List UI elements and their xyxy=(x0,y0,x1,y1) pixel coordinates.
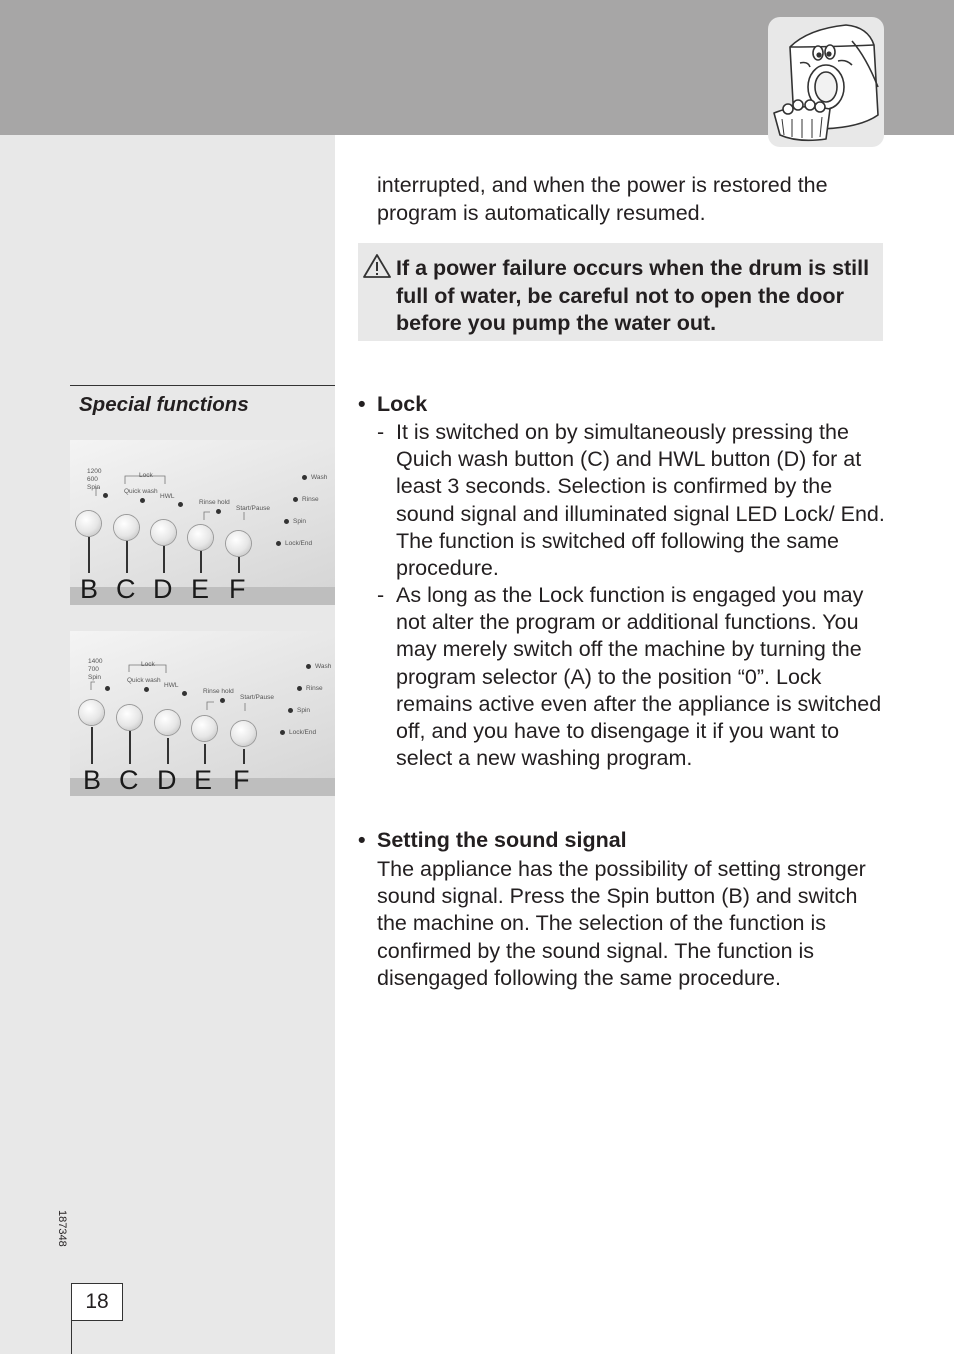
callout-line-b xyxy=(91,727,93,764)
letter-d: D xyxy=(157,765,177,795)
lock-item-2-text: As long as the Lock function is engaged you may not alter the program or additional functions. You may merely switch off the machine by turning the program selector (A) to the position “0”. Lock remains active even after the appliance is switched off, and you have to disengage it if you want to select a new washing program. xyxy=(396,583,882,771)
spin-button xyxy=(79,700,104,725)
lock-item-2-dash: - xyxy=(377,583,385,607)
letter-c: C xyxy=(119,765,139,795)
callout-line-e xyxy=(200,551,202,573)
spin-led xyxy=(105,686,110,691)
hwl-label: HWL xyxy=(160,493,175,500)
callout-line-c xyxy=(129,731,131,764)
warning-triangle-icon xyxy=(362,253,392,279)
start-pause-label: Start/Pause xyxy=(240,694,274,701)
control-panel-illustration-1 xyxy=(70,440,335,605)
lock-item-2 xyxy=(377,582,887,772)
hwl-button xyxy=(151,520,176,545)
lock-heading xyxy=(358,391,427,419)
indicator-lock-end: Lock/End xyxy=(276,540,312,547)
indicator-spin: Spin xyxy=(288,707,310,714)
lock-label: Lock xyxy=(139,472,153,479)
sound-paragraph: The appliance has the possibility of setting stronger sound signal. Press the Spin button (B) and switch the machine on. The selection of the function is confirmed by the sound signal. The function is disengaged following the same procedure. xyxy=(377,857,866,990)
lock-item-1 xyxy=(377,419,887,582)
control-panel-illustration-2 xyxy=(70,631,335,796)
quick-wash-label: Quick wash xyxy=(124,488,158,495)
document-code: 187348 xyxy=(56,1210,68,1247)
rinse-hold-label: Rinse hold xyxy=(199,499,230,506)
spin-value-mid: 700 xyxy=(88,666,99,673)
rinse-hold-led xyxy=(220,698,225,703)
hwl-led xyxy=(182,691,187,696)
callout-line-b xyxy=(88,537,90,573)
indicator-rinse: Rinse xyxy=(297,685,323,692)
lock-heading-text: Lock xyxy=(377,392,428,416)
sound-heading xyxy=(358,827,627,855)
washing-machine-mascot-icon xyxy=(768,17,884,147)
warning-box xyxy=(358,243,883,341)
hwl-led xyxy=(178,502,183,507)
section-divider xyxy=(70,385,335,386)
quick-wash-button xyxy=(114,515,139,540)
quick-wash-button xyxy=(117,705,142,730)
spin-value-max: 1400 xyxy=(88,658,103,665)
lock-bullet: • xyxy=(358,392,366,416)
rinse-hold-button xyxy=(192,716,217,741)
spin-led xyxy=(103,493,108,498)
callout-line-d xyxy=(167,738,169,764)
start-pause-label: Start/Pause xyxy=(236,505,270,512)
letter-e: E xyxy=(191,574,210,604)
indicator-wash: Wash xyxy=(306,663,331,670)
hwl-button xyxy=(155,710,180,735)
callout-line-c xyxy=(126,541,128,573)
intro-paragraph: interrupted, and when the power is restored the program is automatically resumed. xyxy=(377,173,828,225)
sound-heading-text: Setting the sound signal xyxy=(377,828,627,852)
indicator-rinse: Rinse xyxy=(293,496,319,503)
quick-wash-led xyxy=(140,498,145,503)
indicator-lock-end: Lock/End xyxy=(280,729,316,736)
callout-line-f xyxy=(243,749,245,764)
warning-text: If a power failure occurs when the drum is still full of water, be careful not to open the door before you pump the water out. xyxy=(396,256,870,335)
rinse-hold-label: Rinse hold xyxy=(203,688,234,695)
page-number: 18 xyxy=(71,1283,123,1321)
letter-f: F xyxy=(233,765,250,795)
callout-line-e xyxy=(204,744,206,764)
sound-bullet: • xyxy=(358,828,366,852)
lock-item-1-text: It is switched on by simultaneously pressing the Quich wash button (C) and HWL button (D) for at least 3 seconds. Selection is confirmed by the sound signal and illuminated signal LED Lock/ End. The function is switched off following the same procedure. xyxy=(396,420,885,581)
spin-value-mid: 600 xyxy=(87,476,98,483)
letter-b: B xyxy=(80,574,99,604)
hwl-label: HWL xyxy=(164,682,179,689)
indicator-spin: Spin xyxy=(284,518,306,525)
callout-line-f xyxy=(238,557,240,573)
rinse-hold-button xyxy=(188,525,213,550)
lock-label: Lock xyxy=(141,661,155,668)
page-number-rule xyxy=(71,1320,72,1354)
letter-e: E xyxy=(194,765,213,795)
start-pause-button xyxy=(231,721,256,746)
spin-label: Spin xyxy=(87,484,101,491)
letter-c: C xyxy=(116,574,136,604)
spin-button xyxy=(76,511,101,536)
spin-label: Spin xyxy=(88,674,102,681)
letter-b: B xyxy=(83,765,102,795)
callout-line-d xyxy=(163,546,165,573)
section-title: Special functions xyxy=(79,393,249,416)
quick-wash-led xyxy=(144,687,149,692)
start-pause-button xyxy=(226,531,251,556)
quick-wash-label: Quick wash xyxy=(127,677,161,684)
spin-value-max: 1200 xyxy=(87,468,102,475)
lock-item-1-dash: - xyxy=(377,420,385,444)
letter-d: D xyxy=(153,574,173,604)
indicator-wash: Wash xyxy=(302,474,327,481)
letter-f: F xyxy=(229,574,246,604)
rinse-hold-led xyxy=(216,509,221,514)
